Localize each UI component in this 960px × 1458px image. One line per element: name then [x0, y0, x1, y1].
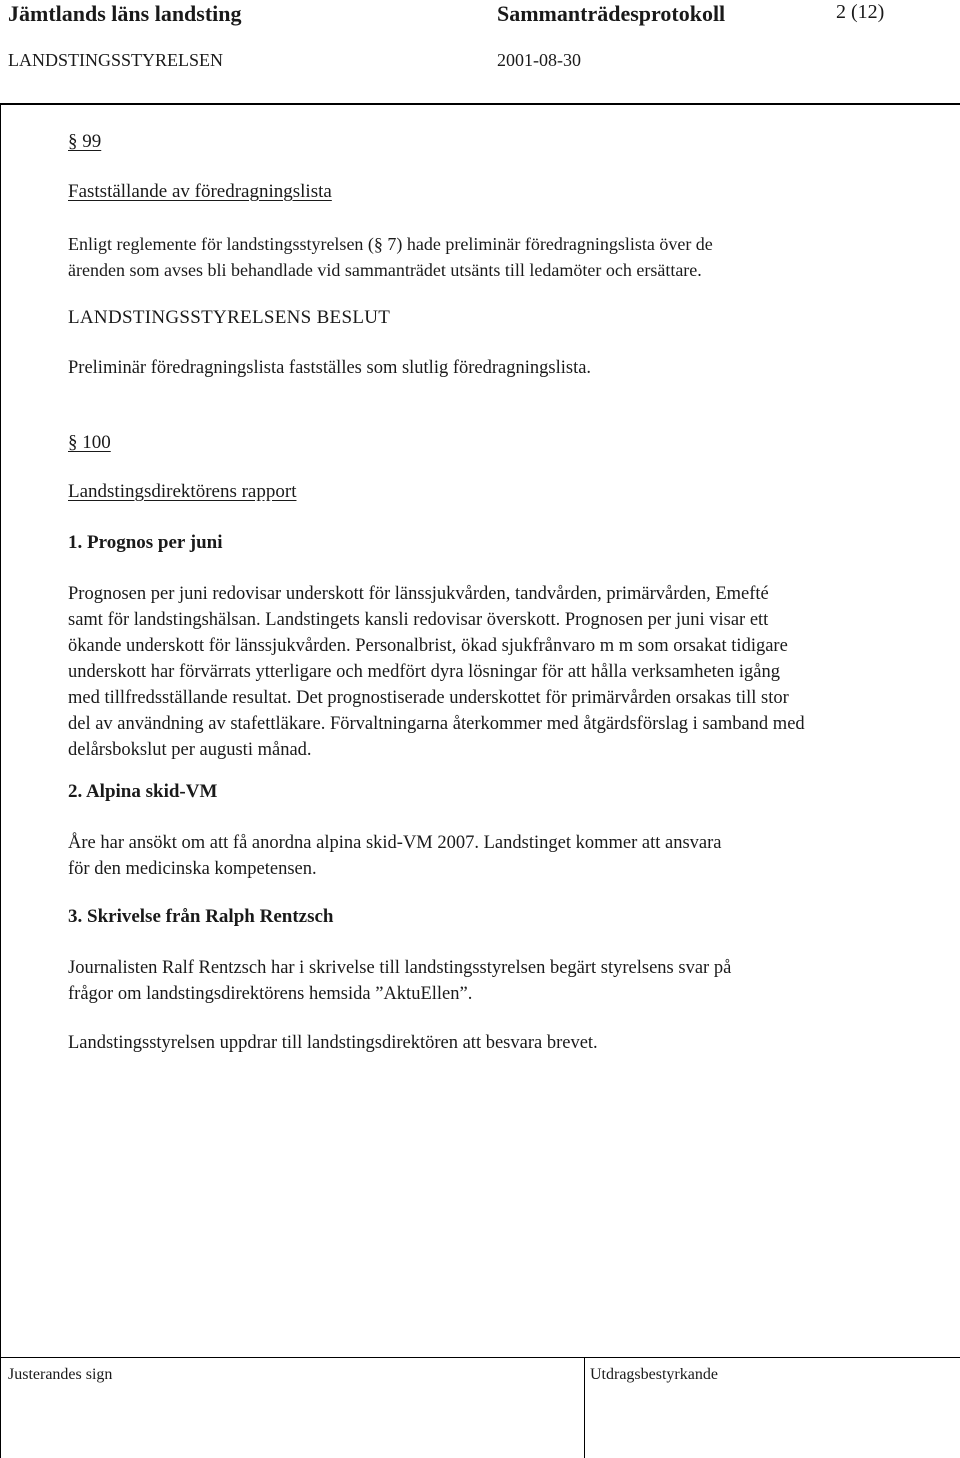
document-type: Sammanträdesprotokoll: [497, 1, 726, 26]
item-3-heading: 3. Skrivelse från Ralph Rentzsch: [68, 906, 334, 927]
body-line: ökande underskott för länssjukvården. Personalbrist, ökad sjukfrånvaro m m som orsakat tidigare: [68, 636, 788, 656]
decision-heading: LANDSTINGSSTYRELSENS BESLUT: [68, 307, 391, 328]
footer-signature-label: Justerandes sign: [8, 1366, 113, 1383]
item-2-body: [68, 830, 721, 882]
section-100-title: Landstingsdirektörens rapport: [68, 481, 297, 502]
body-line: Enligt reglemente för landstingsstyrelsen (§ 7) hade preliminär föredragningslista över de: [68, 234, 713, 254]
body-line: delårsbokslut per augusti månad.: [68, 740, 312, 760]
footer-rule: [0, 1357, 960, 1358]
body-line: underskott har förvärrats ytterligare och medfört dyra lösningar för att hålla verksamheten igång: [68, 662, 780, 682]
body-line: samt för landstingshälsan. Landstingets kansli redovisar överskott. Prognosen per juni visar ett: [68, 610, 769, 630]
body-line: med tillfredsställande resultat. Det prognostiserade underskottet för primärvården orsakas till stor: [68, 688, 789, 708]
body-line: för den medicinska kompetensen.: [68, 859, 317, 879]
body-line: Prognosen per juni redovisar underskott för länssjukvården, tandvården, primärvården, Emefté: [68, 584, 769, 604]
item-1-body: [68, 581, 805, 763]
committee-name: LANDSTINGSSTYRELSEN: [8, 50, 224, 70]
decision-text: Preliminär föredragningslista fastställes som slutlig föredragningslista.: [68, 358, 592, 378]
section-99-title: Fastställande av föredragningslista: [68, 181, 332, 202]
item-1-heading: 1. Prognos per juni: [68, 532, 223, 553]
organization-name: Jämtlands läns landsting: [8, 1, 242, 26]
section-99-number: § 99: [68, 131, 102, 152]
item-2-heading: 2. Alpina skid-VM: [68, 781, 218, 802]
left-margin-rule: [0, 103, 1, 1458]
section-100-number: § 100: [68, 432, 111, 453]
body-line: del av användning av stafettläkare. Förvaltningarna återkommer med åtgärdsförslag i samband med: [68, 714, 805, 734]
item-3-closing: Landstingsstyrelsen uppdrar till landstingsdirektören att besvara brevet.: [68, 1033, 598, 1053]
page-number: 2 (12): [836, 1, 885, 23]
body-line: ärenden som avses bli behandlade vid sammanträdet utsänts till ledamöter och ersättare.: [68, 260, 702, 280]
section-99-body: [68, 231, 713, 283]
header-rule: [0, 103, 960, 105]
body-line: Åre har ansökt om att få anordna alpina skid-VM 2007. Landstinget kommer att ansvara: [68, 833, 722, 853]
meeting-date: 2001-08-30: [497, 50, 581, 70]
body-line: frågor om landstingsdirektörens hemsida ”AktuEllen”.: [68, 984, 473, 1004]
footer-certification-label: Utdragsbestyrkande: [590, 1366, 718, 1383]
footer-divider: [584, 1357, 585, 1458]
body-line: Journalisten Ralf Rentzsch har i skrivelse till landstingsstyrelsen begärt styrelsens svar på: [68, 958, 732, 978]
item-3-body: [68, 955, 731, 1007]
